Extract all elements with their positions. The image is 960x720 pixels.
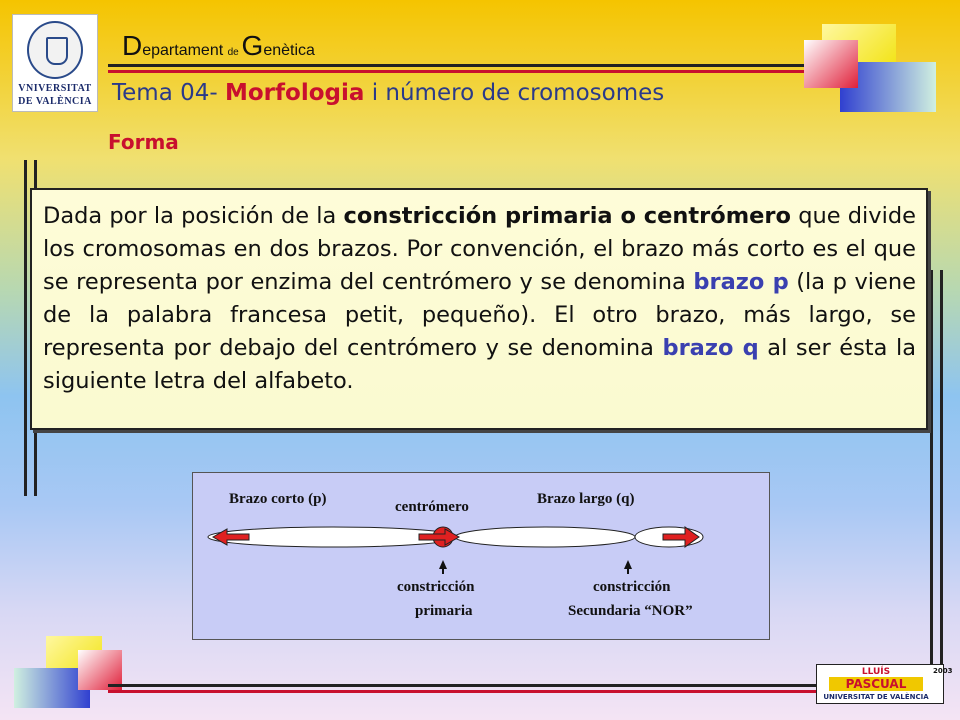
pointer-primary-stem [442, 569, 444, 574]
department-name: Departament de Genètica [122, 30, 315, 61]
label-long-arm: Brazo largo (q) [537, 491, 635, 507]
footer-divider-red [108, 690, 818, 693]
logo-line-1: VNIVERSITAT [18, 83, 92, 94]
page-title: Tema 04- Morfologia i número de cromosomes [112, 80, 665, 106]
pointer-secondary-icon [624, 560, 632, 569]
badge-first-name: LLUÍS [861, 667, 891, 677]
definition-text-box: Dada por la posición de la constricción primaria o centrómero que divide los cromosomas en dos brazos. Por convención, el brazo más corto es el que se representa por enzima del centrómero y se denomina brazo p (la p viene de la palabra francesa petit, pequeño). El otro brazo, más largo, se representa por debajo del centrómero y se denomina brazo q al ser ésta la siguiente letra del alfabeto. [30, 188, 928, 430]
logo-line-2: DE VALÈNCIA [18, 96, 92, 107]
badge-university: UNIVERSITAT DE VALÈNCIA [823, 693, 929, 701]
label-primary-line1: constricción [397, 579, 475, 595]
label-primary-line2: primaria [415, 603, 473, 619]
section-heading: Forma [108, 130, 179, 154]
deco-square-red [804, 40, 858, 88]
label-centromere: centrómero [395, 499, 469, 515]
label-secondary-line1: constricción [593, 579, 671, 595]
right-rule-2 [940, 270, 943, 702]
university-seal-icon [27, 21, 83, 79]
right-rule-1 [930, 270, 933, 702]
author-badge [816, 664, 953, 704]
university-logo [12, 14, 98, 112]
badge-last-name: PASCUAL [829, 677, 923, 691]
label-secondary-line2: Secundaria “NOR” [568, 603, 693, 619]
long-arm-shape [455, 527, 635, 547]
left-rule-1 [24, 160, 27, 496]
badge-year: 2003 [933, 667, 953, 675]
pointer-arrows [439, 560, 632, 574]
footer-divider-dark [108, 684, 818, 687]
chromosome-diagram [192, 472, 770, 640]
label-short-arm: Brazo corto (p) [229, 491, 327, 507]
pointer-secondary-stem [627, 569, 629, 574]
pointer-primary-icon [439, 560, 447, 569]
